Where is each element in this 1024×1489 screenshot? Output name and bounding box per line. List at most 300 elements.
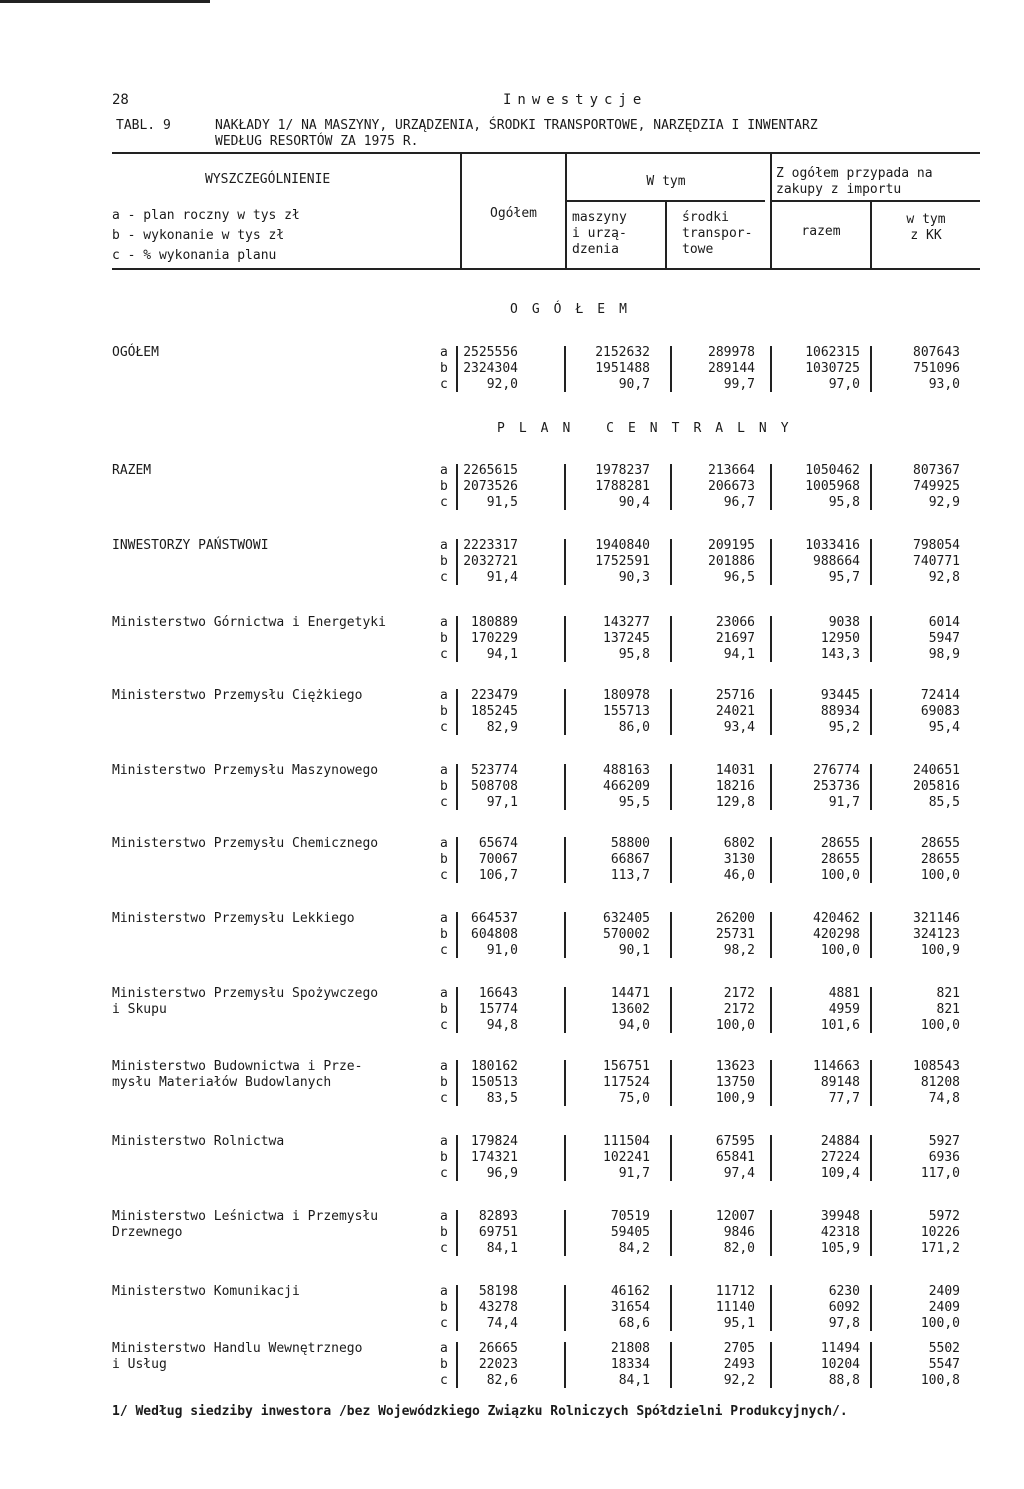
cell-a-col0: 58198: [478, 1284, 518, 1299]
column-rule: [564, 987, 566, 1033]
cell-a-col2: 2705: [723, 1341, 755, 1356]
column-rule: [770, 1342, 772, 1388]
column-rule: [564, 912, 566, 958]
column-rule: [870, 689, 872, 735]
cell-a-col0: 180162: [471, 1059, 518, 1074]
cell-c-col0: 94,8: [486, 1018, 518, 1033]
cell-b-col0: 2073526: [463, 479, 518, 494]
header-ogolem: Ogółem: [490, 206, 537, 221]
cell-b-col4: 81208: [920, 1075, 960, 1090]
column-rule: [770, 1285, 772, 1331]
cell-c-col2: 129,8: [715, 795, 755, 810]
row-letter-c: c: [440, 868, 448, 883]
cell-b-col4: 2409: [928, 1300, 960, 1315]
cell-a-col0: 2525556: [463, 345, 518, 360]
cell-a-col2: 25716: [715, 688, 755, 703]
cell-c-col1: 90,4: [618, 495, 650, 510]
cell-a-col1: 1978237: [595, 463, 650, 478]
column-rule: [870, 1342, 872, 1388]
row-letter-b: b: [440, 479, 448, 494]
row-letter-a: a: [440, 836, 448, 851]
row-letter-b: b: [440, 1300, 448, 1315]
column-rule: [670, 912, 672, 958]
cell-c-col4: 171,2: [920, 1241, 960, 1256]
column-rule: [870, 1210, 872, 1256]
column-rule: [456, 1210, 458, 1256]
cell-a-col4: 28655: [920, 836, 960, 851]
cell-b-col4: 324123: [913, 927, 960, 942]
cell-b-col1: 137245: [603, 631, 650, 646]
cell-a-col3: 276774: [813, 763, 860, 778]
section-ogolem: OGÓŁEM: [510, 302, 641, 317]
column-rule: [670, 616, 672, 662]
header-divider-2: [565, 154, 567, 268]
cell-a-col1: 632405: [603, 911, 650, 926]
cell-b-col0: 2032721: [463, 554, 518, 569]
cell-c-col3: 95,7: [828, 570, 860, 585]
column-rule: [564, 764, 566, 810]
cell-a-col1: 143277: [603, 615, 650, 630]
cell-c-col0: 91,4: [486, 570, 518, 585]
cell-a-col1: 111504: [603, 1134, 650, 1149]
header-divider-4: [770, 154, 772, 268]
row-label: Ministerstwo Budownictwa i Prze- mysłu Materiałów Budowlanych: [112, 1059, 363, 1090]
column-rule: [456, 1342, 458, 1388]
column-rule: [564, 1285, 566, 1331]
row-letter-a: a: [440, 345, 448, 360]
cell-b-col0: 22023: [478, 1357, 518, 1372]
cell-c-col1: 75,0: [618, 1091, 650, 1106]
footnote: 1/ Według siedziby inwestora /bez Wojewódzkiego Związku Rolniczych Spółdzielni Produkcyjnych/.: [112, 1404, 848, 1419]
row-label: Ministerstwo Handlu Wewnętrznego i Usług: [112, 1341, 363, 1372]
cell-a-col2: 289978: [708, 345, 755, 360]
column-rule: [770, 912, 772, 958]
cell-c-col3: 95,2: [828, 720, 860, 735]
row-letter-b: b: [440, 704, 448, 719]
row-letter-b: b: [440, 1002, 448, 1017]
cell-c-col0: 91,0: [486, 943, 518, 958]
cell-c-col1: 90,3: [618, 570, 650, 585]
cell-a-col1: 2152632: [595, 345, 650, 360]
cell-b-col4: 5947: [928, 631, 960, 646]
cell-b-col3: 253736: [813, 779, 860, 794]
cell-a-col3: 11494: [820, 1341, 860, 1356]
cell-c-col2: 82,0: [723, 1241, 755, 1256]
cell-c-col2: 94,1: [723, 647, 755, 662]
cell-b-col0: 508708: [471, 779, 518, 794]
cell-a-col0: 26665: [478, 1341, 518, 1356]
cell-a-col2: 26200: [715, 911, 755, 926]
cell-a-col2: 6802: [723, 836, 755, 851]
column-rule: [770, 837, 772, 883]
cell-c-col2: 93,4: [723, 720, 755, 735]
header-import: Z ogółem przypada na zakupy z importu: [776, 166, 933, 197]
column-rule: [456, 912, 458, 958]
row-letter-b: b: [440, 1357, 448, 1372]
row-letter-c: c: [440, 1091, 448, 1106]
cell-b-col4: 69083: [920, 704, 960, 719]
cell-a-col4: 321146: [913, 911, 960, 926]
cell-c-col0: 106,7: [478, 868, 518, 883]
row-letter-c: c: [440, 570, 448, 585]
cell-a-col3: 93445: [820, 688, 860, 703]
cell-a-col3: 39948: [820, 1209, 860, 1224]
cell-a-col4: 240651: [913, 763, 960, 778]
cell-a-col2: 14031: [715, 763, 755, 778]
cell-b-col3: 10204: [820, 1357, 860, 1372]
cell-b-col2: 3130: [723, 852, 755, 867]
row-letter-c: c: [440, 377, 448, 392]
column-rule: [670, 1285, 672, 1331]
column-rule: [456, 464, 458, 510]
cell-b-col2: 21697: [715, 631, 755, 646]
cell-c-col4: 92,9: [928, 495, 960, 510]
legend-a: a - plan roczny w tys zł: [112, 208, 300, 223]
cell-a-col3: 24884: [820, 1134, 860, 1149]
header-maszyny: maszyny i urzą- dzenia: [572, 210, 627, 257]
column-rule: [670, 1210, 672, 1256]
cell-c-col3: 91,7: [828, 795, 860, 810]
cell-b-col0: 150513: [471, 1075, 518, 1090]
cell-c-col1: 90,1: [618, 943, 650, 958]
cell-c-col3: 97,8: [828, 1316, 860, 1331]
cell-c-col0: 96,9: [486, 1166, 518, 1181]
cell-b-col1: 59405: [610, 1225, 650, 1240]
cell-a-col0: 179824: [471, 1134, 518, 1149]
cell-b-col3: 42318: [820, 1225, 860, 1240]
cell-a-col2: 11712: [715, 1284, 755, 1299]
cell-b-col1: 13602: [610, 1002, 650, 1017]
cell-c-col3: 143,3: [820, 647, 860, 662]
column-rule: [770, 689, 772, 735]
cell-b-col2: 18216: [715, 779, 755, 794]
cell-c-col1: 94,0: [618, 1018, 650, 1033]
row-letter-a: a: [440, 763, 448, 778]
cell-b-col3: 89148: [820, 1075, 860, 1090]
cell-c-col1: 84,1: [618, 1373, 650, 1388]
row-letter-b: b: [440, 779, 448, 794]
column-rule: [670, 346, 672, 392]
cell-b-col0: 69751: [478, 1225, 518, 1240]
row-label: Ministerstwo Przemysłu Lekkiego: [112, 911, 355, 926]
column-rule: [870, 464, 872, 510]
row-label: Ministerstwo Leśnictwa i Przemysłu Drzewnego: [112, 1209, 379, 1240]
cell-a-col1: 156751: [603, 1059, 650, 1074]
cell-c-col4: 100,0: [920, 868, 960, 883]
cell-b-col2: 65841: [715, 1150, 755, 1165]
cell-c-col3: 101,6: [820, 1018, 860, 1033]
cell-a-col3: 114663: [813, 1059, 860, 1074]
row-label: Ministerstwo Przemysłu Ciężkiego: [112, 688, 363, 703]
column-rule: [564, 1135, 566, 1181]
column-rule: [770, 616, 772, 662]
row-letter-a: a: [440, 688, 448, 703]
column-rule: [670, 1342, 672, 1388]
cell-c-col3: 100,0: [820, 868, 860, 883]
cell-c-col2: 95,1: [723, 1316, 755, 1331]
row-letter-c: c: [440, 1373, 448, 1388]
cell-c-col0: 84,1: [486, 1241, 518, 1256]
column-rule: [456, 987, 458, 1033]
row-letter-b: b: [440, 631, 448, 646]
cell-a-col3: 6230: [828, 1284, 860, 1299]
cell-c-col2: 92,2: [723, 1373, 755, 1388]
column-rule: [870, 1060, 872, 1106]
cell-c-col4: 100,0: [920, 1316, 960, 1331]
cell-b-col0: 170229: [471, 631, 518, 646]
column-rule: [770, 346, 772, 392]
row-label: Ministerstwo Rolnictwa: [112, 1134, 285, 1149]
cell-c-col4: 85,5: [928, 795, 960, 810]
cell-c-col0: 83,5: [486, 1091, 518, 1106]
cell-a-col2: 13623: [715, 1059, 755, 1074]
top-edge-line: [0, 0, 210, 3]
cell-a-col1: 70519: [610, 1209, 650, 1224]
section-plan-centralny: PLAN CENTRALNY: [497, 421, 803, 436]
cell-c-col0: 82,9: [486, 720, 518, 735]
cell-c-col0: 97,1: [486, 795, 518, 810]
cell-a-col0: 2265615: [463, 463, 518, 478]
row-label: Ministerstwo Górnictwa i Energetyki: [112, 615, 386, 630]
cell-a-col1: 1940840: [595, 538, 650, 553]
column-rule: [564, 464, 566, 510]
row-letter-c: c: [440, 720, 448, 735]
column-rule: [670, 1135, 672, 1181]
cell-c-col3: 100,0: [820, 943, 860, 958]
cell-b-col3: 6092: [828, 1300, 860, 1315]
cell-a-col4: 2409: [928, 1284, 960, 1299]
cell-a-col2: 209195: [708, 538, 755, 553]
column-rule: [770, 1135, 772, 1181]
cell-c-col1: 113,7: [610, 868, 650, 883]
cell-c-col2: 96,5: [723, 570, 755, 585]
cell-a-col3: 1062315: [805, 345, 860, 360]
cell-c-col0: 92,0: [486, 377, 518, 392]
cell-a-col4: 5972: [928, 1209, 960, 1224]
cell-b-col1: 570002: [603, 927, 650, 942]
cell-b-col0: 43278: [478, 1300, 518, 1315]
cell-b-col4: 10226: [920, 1225, 960, 1240]
cell-a-col1: 180978: [603, 688, 650, 703]
column-rule: [456, 616, 458, 662]
row-label: OGÓŁEM: [112, 345, 159, 360]
cell-c-col4: 92,8: [928, 570, 960, 585]
cell-a-col1: 488163: [603, 763, 650, 778]
cell-c-col1: 84,2: [618, 1241, 650, 1256]
cell-a-col1: 58800: [610, 836, 650, 851]
column-rule: [456, 689, 458, 735]
import-subrule: [770, 200, 980, 202]
cell-c-col4: 98,9: [928, 647, 960, 662]
column-rule: [670, 837, 672, 883]
cell-c-col2: 96,7: [723, 495, 755, 510]
legend-b: b - wykonanie w tys zł: [112, 228, 285, 243]
cell-b-col1: 1752591: [595, 554, 650, 569]
column-rule: [564, 616, 566, 662]
cell-c-col2: 99,7: [723, 377, 755, 392]
row-letter-c: c: [440, 647, 448, 662]
cell-a-col0: 2223317: [463, 538, 518, 553]
cell-b-col4: 5547: [928, 1357, 960, 1372]
cell-a-col4: 72414: [920, 688, 960, 703]
cell-b-col1: 102241: [603, 1150, 650, 1165]
running-title: Inwestycje: [503, 92, 648, 108]
cell-a-col4: 108543: [913, 1059, 960, 1074]
cell-b-col1: 66867: [610, 852, 650, 867]
column-rule: [870, 987, 872, 1033]
row-letter-c: c: [440, 795, 448, 810]
row-letter-a: a: [440, 1341, 448, 1356]
column-rule: [770, 1210, 772, 1256]
cell-b-col1: 1788281: [595, 479, 650, 494]
cell-b-col2: 11140: [715, 1300, 755, 1315]
column-rule: [564, 539, 566, 585]
cell-b-col3: 88934: [820, 704, 860, 719]
table-title-line-1: NAKŁADY 1/ NA MASZYNY, URZĄDZENIA, ŚRODKI TRANSPORTOWE, NARZĘDZIA I INWENTARZ: [215, 118, 818, 133]
row-letter-b: b: [440, 1075, 448, 1090]
cell-b-col2: 9846: [723, 1225, 755, 1240]
column-rule: [870, 346, 872, 392]
row-label: Ministerstwo Komunikacji: [112, 1284, 300, 1299]
cell-b-col3: 12950: [820, 631, 860, 646]
row-letter-c: c: [440, 1316, 448, 1331]
cell-a-col2: 2172: [723, 986, 755, 1001]
column-rule: [564, 1210, 566, 1256]
column-rule: [870, 539, 872, 585]
column-rule: [456, 346, 458, 392]
column-rule: [456, 837, 458, 883]
cell-b-col2: 2493: [723, 1357, 755, 1372]
header-wtym-kk: w tym z KK: [906, 212, 946, 243]
cell-b-col4: 821: [936, 1002, 960, 1017]
cell-c-col2: 100,0: [715, 1018, 755, 1033]
cell-b-col4: 28655: [920, 852, 960, 867]
cell-a-col4: 5502: [928, 1341, 960, 1356]
cell-c-col2: 46,0: [723, 868, 755, 883]
cell-b-col2: 206673: [708, 479, 755, 494]
cell-b-col1: 18334: [610, 1357, 650, 1372]
row-letter-a: a: [440, 1284, 448, 1299]
table-label: TABL. 9: [116, 118, 171, 133]
cell-c-col3: 109,4: [820, 1166, 860, 1181]
row-letter-a: a: [440, 615, 448, 630]
column-rule: [770, 764, 772, 810]
cell-b-col2: 2172: [723, 1002, 755, 1017]
cell-a-col2: 213664: [708, 463, 755, 478]
row-letter-b: b: [440, 554, 448, 569]
cell-a-col4: 5927: [928, 1134, 960, 1149]
cell-c-col4: 74,8: [928, 1091, 960, 1106]
row-letter-c: c: [440, 1018, 448, 1033]
row-letter-c: c: [440, 1241, 448, 1256]
cell-b-col2: 289144: [708, 361, 755, 376]
row-letter-a: a: [440, 1134, 448, 1149]
table-title: [215, 118, 975, 150]
cell-c-col3: 77,7: [828, 1091, 860, 1106]
row-letter-a: a: [440, 911, 448, 926]
cell-a-col1: 46162: [610, 1284, 650, 1299]
cell-b-col2: 25731: [715, 927, 755, 942]
row-letter-a: a: [440, 538, 448, 553]
cell-c-col0: 74,4: [486, 1316, 518, 1331]
column-rule: [670, 464, 672, 510]
table-title-line-2: WEDŁUG RESORTÓW ZA 1975 R.: [215, 134, 419, 149]
row-label: Ministerstwo Przemysłu Maszynowego: [112, 763, 379, 778]
cell-b-col0: 604808: [471, 927, 518, 942]
cell-b-col0: 185245: [471, 704, 518, 719]
column-rule: [670, 1060, 672, 1106]
column-rule: [564, 1060, 566, 1106]
row-letter-a: a: [440, 463, 448, 478]
header-top-rule: [112, 152, 980, 154]
cell-b-col4: 6936: [928, 1150, 960, 1165]
row-label: Ministerstwo Przemysłu Chemicznego: [112, 836, 379, 851]
cell-b-col3: 1030725: [805, 361, 860, 376]
cell-a-col3: 9038: [828, 615, 860, 630]
cell-c-col4: 100,9: [920, 943, 960, 958]
cell-c-col1: 95,5: [618, 795, 650, 810]
cell-b-col3: 1005968: [805, 479, 860, 494]
cell-a-col1: 21808: [610, 1341, 650, 1356]
column-rule: [670, 764, 672, 810]
cell-b-col0: 15774: [478, 1002, 518, 1017]
column-rule: [770, 1060, 772, 1106]
cell-c-col0: 94,1: [486, 647, 518, 662]
cell-b-col1: 1951488: [595, 361, 650, 376]
cell-c-col1: 95,8: [618, 647, 650, 662]
cell-a-col2: 23066: [715, 615, 755, 630]
row-letter-c: c: [440, 495, 448, 510]
cell-c-col3: 95,8: [828, 495, 860, 510]
cell-b-col4: 749925: [913, 479, 960, 494]
column-rule: [870, 1285, 872, 1331]
column-rule: [770, 987, 772, 1033]
cell-a-col0: 223479: [471, 688, 518, 703]
cell-b-col3: 28655: [820, 852, 860, 867]
row-letter-b: b: [440, 927, 448, 942]
cell-c-col4: 100,8: [920, 1373, 960, 1388]
header-wyszczegolnienie: WYSZCZEGÓLNIENIE: [205, 172, 331, 187]
cell-c-col2: 100,9: [715, 1091, 755, 1106]
cell-c-col2: 97,4: [723, 1166, 755, 1181]
cell-a-col3: 4881: [828, 986, 860, 1001]
cell-a-col1: 14471: [610, 986, 650, 1001]
column-rule: [870, 1135, 872, 1181]
column-rule: [456, 764, 458, 810]
cell-b-col3: 420298: [813, 927, 860, 942]
cell-b-col1: 155713: [603, 704, 650, 719]
cell-b-col1: 117524: [603, 1075, 650, 1090]
cell-b-col0: 2324304: [463, 361, 518, 376]
column-rule: [870, 764, 872, 810]
row-letter-b: b: [440, 1150, 448, 1165]
column-rule: [670, 539, 672, 585]
row-letter-b: b: [440, 361, 448, 376]
row-letter-b: b: [440, 852, 448, 867]
cell-c-col3: 88,8: [828, 1373, 860, 1388]
row-letter-c: c: [440, 1166, 448, 1181]
cell-b-col3: 27224: [820, 1150, 860, 1165]
column-rule: [456, 1135, 458, 1181]
header-wtym: W tym: [646, 174, 686, 189]
cell-c-col0: 82,6: [486, 1373, 518, 1388]
cell-a-col4: 821: [936, 986, 960, 1001]
column-rule: [564, 689, 566, 735]
cell-a-col2: 67595: [715, 1134, 755, 1149]
cell-c-col3: 105,9: [820, 1241, 860, 1256]
column-rule: [670, 987, 672, 1033]
cell-a-col4: 798054: [913, 538, 960, 553]
